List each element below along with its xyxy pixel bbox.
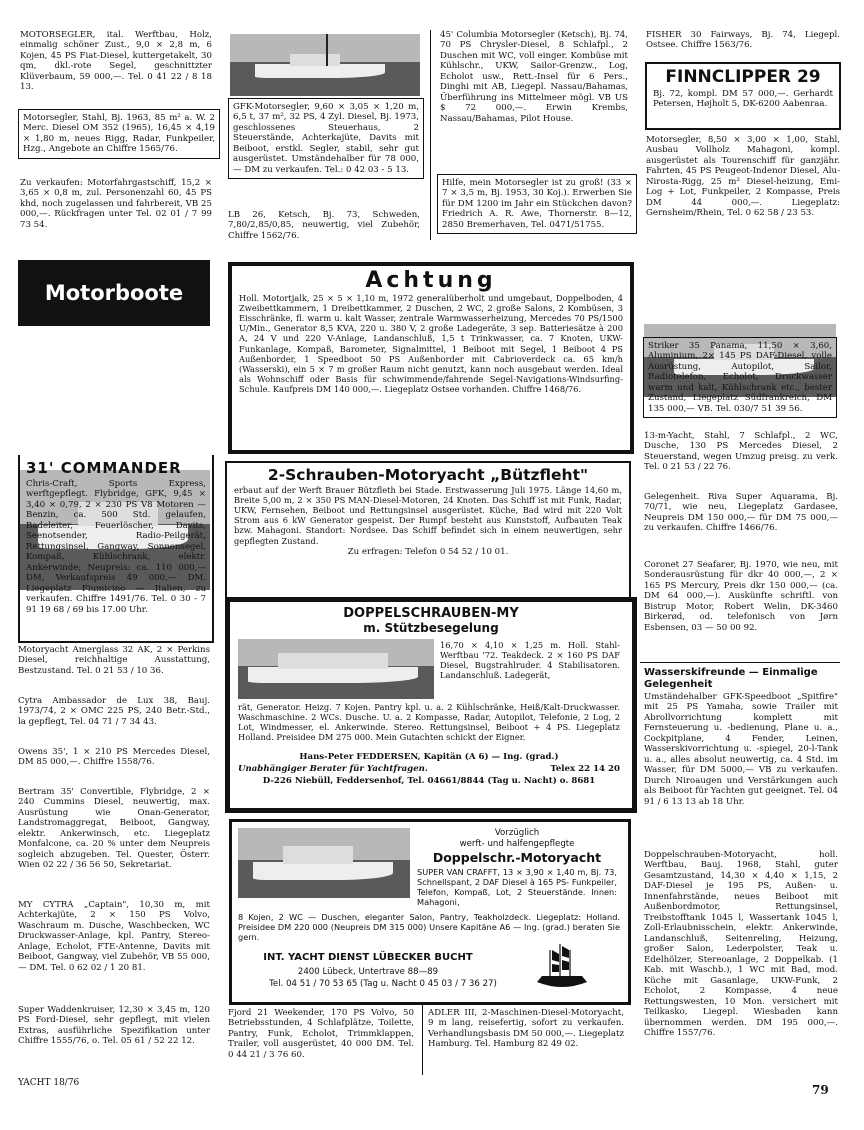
super-firm: INT. YACHT DIENST LÜBECKER BUCHT: [263, 952, 473, 963]
buetzfleht-text: erbaut auf der Werft Brauer Bützfleth bei Stade. Erstwasserung Juli 1975. Länge 14,60 m, Breite 5,00 m, 2 × 350 PS MAN-Diesel-Motoren, 24 Knoten. Das Schiff ist mit Funk, Radar, UKW, Fernsehen, Beiboot und Rettungsinsel ausgerüstet. Küche, Bad wird mit 220 Volt Strom aus 6 kW Generator gespeist. Der Rumpf besteht aus Kunststoff, Aufbauten Teak bzw. Mahagoni. Standort: Nordsee. Das Schiff befindet sich in einem neuwertigen, sehr gepflegten Zustand.: [234, 485, 622, 546]
ad-columbia: 45' Columbia Motorsegler (Ketsch), Bj. 74, 70 PS Chrysler-Diesel, 8 Schlafpl., 2 Duschen mit WC, voll einger. Kombüse mit Kühlschr., UKW, Sailor-Grenzw., Log, Echolot usw., Rett.-Insel für 6 Pers., Dinghi mit AB, Liegepl. Nassau/Bahamas, Überführung ins Mittelmeer mögl. VB US $ 72 000,—. Erwin Krembs, Nassau/Bahamas, Pilot House.: [440, 30, 628, 124]
ad-super-waddenkruiser: Super Waddenkruiser, 12,30 × 3,45 m, 120 PS Ford-Diesel, sehr gepflegt, mit vielen Extras, ausführliche Spezifikation unter Chiffre 1555/76, o. Tel. 05 61 / 52 22 12.: [18, 1005, 210, 1047]
commander-box: [18, 455, 214, 643]
achtung-title: Achtung: [365, 268, 497, 293]
ad-fisher: FISHER 30 Fairways, Bj. 74, Liegepl. Ostsee. Chiffre 1563/76.: [646, 30, 840, 51]
dsmy-role: Unabhängiger Berater für Yachtfragen.: [238, 764, 428, 774]
dsmy-title: DOPPELSCHRAUBEN-MY: [343, 606, 519, 621]
ad-my-cytra-captain: MY CYTRA „Captain", 10,30 m, mit Achterkajüte, 2 × 150 PS Volvo, Waschraum m. Dusche, Waschbecken, WC Druckwasser-Anlage, kpl. Pantry, Stereo-Anlage, Echolot, FTE-Antenne, Davits mit Beiboot, Gangway, viel Zubehör, VB 55 000,— DM. Tel. 0 62 02 / 1 20 81.: [18, 900, 210, 973]
ad-amerglass: Motoryacht Amerglass 32 AK, 2 × Perkins Diesel, reichhaltige Ausstattung, Bestzustand. Tel. 0 21 53 / 10 36.: [18, 645, 210, 676]
ad-lb26: LB 26, Ketsch, Bj. 73, Schweden, 7,80/2,85/0,85, neuwertig, viel Zubehör, Chiffre 1562/76.: [228, 210, 420, 241]
finnclipper-text: Bj. 72, kompl. DM 57 000,—. Gerhardt Petersen, Højholt 5, DK-6200 Aabenraa.: [653, 89, 833, 110]
super-tel: Tel. 04 51 / 70 53 65 (Tag u. Nacht 0 45 03 / 7 36 27): [269, 979, 497, 989]
commander-text: Chris-Craft, Sports Express, werftgepflegt. Flybridge, GFK, 9,45 × 3,40 × 0,79, 2 × 230 PS V8 Motoren — Benzin, ca. 500 Std. gelaufen, Badeleiter, Feuerlöscher, Davits, Seenotsender, Radio-Peilgerät, Rettungsinsel, Gangway, Sonnensegel, Kompaß, Kühlschrank, elektr. Ankerwinde; Neupreis: ca. 110 000,— DM, Verkaufspreis 49 000,— DM. Liegeplatz Fiumicino — Italien, zu verkaufen. Chiffre 1491/76. Tel. 0 30 - 7 91 19 68 / 69 bis 17.00 Uhr.: [26, 479, 206, 615]
ad-wasserski: Umständehalber GFK-Speedboot „Spitfire" mit 25 PS Yamaha, sowie Trailer mit Abrollvorrichtung komplett mit Fernsteuerung u. -bedienung, Plane u. a., Cockpitplane, 4 Fender, Leinen, Wasserskivorrichtung u. -spiegel, 20-l-Tank u. a., alles absolut neuwertig, ca. 4 Std. im Wasser, für DM 5000,— VB zu verkaufen. Durch Niroaugen und Verstärkungen auch als Beiboot für Yachten gut geeignet. Tel. 04 91 / 6 13 13 ab 18 Uhr.: [644, 692, 839, 807]
super-address: 2400 Lübeck, Untertrave 88—89: [297, 967, 439, 977]
finnclipper-box: [645, 62, 841, 130]
super-text: 8 Kojen, 2 WC — Duschen, eleganter Salon, Pantry, Teakholzdeck. Liegeplatz: Holland. Preisidee DM 220 000 (Neupreis DM 315 000) Unsere Kapitäne A6 — Ing. (grad.) beraten Sie gern.: [238, 912, 620, 942]
divider: [640, 662, 840, 663]
ad-motorsegler-ital: MOTORSEGLER, ital. Werftbau, Holz, einmalig schöner Zust., 9,0 × 2,8 m, 6 Kojen, 45 PS Fiat-Diesel, kuttergetakelt, 30 qm, dkl.-rote Segel, geschnittzter Klüverbaum, 59 000,—. Tel. 0 41 22 / 8 18 13.: [20, 30, 212, 93]
dsmy-name: Hans-Peter FEDDERSEN, Kapitän (A 6) — Ing. (grad.): [299, 752, 559, 762]
column-rule: [430, 30, 431, 240]
ad-owens: Owens 35', 1 × 210 PS Mercedes Diesel, DM 85 000,—. Chiffre 1558/76.: [18, 747, 210, 768]
dsmy-address: D-226 Niebüll, Feddersenhof, Tel. 04661/8844 (Tag u. Nacht) o. 8681: [262, 776, 596, 786]
super-title: Doppelschr.-Motoryacht: [432, 850, 602, 865]
dsmy-photo: [238, 639, 434, 699]
footer-issue: YACHT 18/76: [18, 1078, 80, 1088]
ad-gfk-motorsegler: GFK-Motorsegler, 9,60 × 3,05 × 1,20 m, 6,5 t, 37 m², 32 PS, 4 Zyl. Diesel, Bj. 1973, geschlossenes Steuerhaus, 2 Steuerstände, Achterkajüte, Davits mit Beiboot, erstkl. Segler, stabil, sehr gut ausgerüstet. Umständehalber für 78 000,— DM zu verkaufen. Tel.: 0 42 03 - 5 13.: [228, 98, 424, 179]
ad-gelegenheit: Gelegenheit. Riva Super Aquarama, Bj. 70/71, wie neu, Liegeplatz Gardasee, Neupreis DM 150 000,— für DM 75 000,— zu verkaufen. Chiffre 1466/76.: [644, 492, 838, 534]
finnclipper-title: FINNCLIPPER 29: [665, 67, 821, 87]
super-side-text: SUPER VAN CRAFFT, 13 × 3,90 × 1,40 m, Bj. 73, Schnellspant, 2 DAF Diesel à 165 PS- Funkpeiler, Telefon, Kompaß, Lot, 2 Steuerstände. Innen: Mahagoni,: [417, 867, 617, 907]
section-banner-motorboote: Motorboote: [18, 260, 210, 326]
gfk-motorsegler-photo: [230, 34, 420, 96]
buetzfleht-box: [225, 461, 631, 599]
doppelschrauben-my-box: [225, 597, 637, 813]
dsmy-side-text: 16,70 × 4,10 × 1,25 m. Holl. Stahl-Werftbau '72. Teakdeck. 2 × 160 PS DAF Diesel, Bugstrahlruder. 4 Stabilisatoren. Landanschluß. Ladegerät,: [440, 640, 620, 681]
achtung-text: Holl. Motortjalk, 25 × 5 × 1,10 m, 1972 generalüberholt und umgebaut, Doppelboden, 4 Zweibettkammern, 1 Dreibettkammer, 2 Duschen, 2 WC, 2 große Salons, 2 Kombüsen, 3 Eisschränke, fl. warm u. kalt Wasser, zentrale Warmwasserheizung, Mercedes 70 PS/1500 U/Min., Generator 8,5 KVA, 220 u. 380 V, 2 große Ladegeräte, 3 sep. Batteriesätze à 200 A, 24 V und 220 V-Anlage, Landanschluß, 1,5 t Trinkwasser, ca. 7 Knoten, UKW-Funkanlage, Kompaß, Barometer, Signalmittel, 1 Beiboot mit Segel, 1 Beiboot 4 PS Außenborder, 1 Speedboot 50 PS Außenborder mit Cabrioverdeck ca. 65 km/h (Wasserski), ein 5 × 7 m großer Raum nicht genutzt, kann noch ausgebaut werden. Ideal als Wohnschiff oder Basis für schwimmende/fahrende Segel-Navigations-Windsurfing-Schule. Kaufpreis DM 140 000,—. Liegeplatz Ostsee vorhanden. Chiffre 1468/76.: [239, 293, 623, 394]
ad-bertram: Bertram 35' Convertible, Flybridge, 2 × 240 Cummins Diesel, neuwertig, max. Ausrüstung wie Onan-Generator, Landstromaggregat, Beiboot, Gangway, elektr. Ankerwinsch, etc. Liegeplatz Monfalcone, ca. 20 % unter dem Neupreis sogleich abzugeben. Tel. Quester, Österr. Wien 02 22 / 36 56 50, Sekretariat.: [18, 787, 210, 871]
dsmy-telex: Telex 22 14 20: [550, 764, 620, 774]
ad-motorsegler-stahl: Motorsegler, Stahl, Bj. 1963, 85 m² a. W. 2 Merc. Diesel OM 352 (1965), 16,45 × 4,19 × 1,80 m, neues Rigg, Radar, Funkpeiler, Hzg., Angebote an Chiffre 1565/76.: [18, 109, 220, 159]
super-pre2: werft- und halfengepflegte: [459, 839, 575, 849]
commander-title: 31' COMMANDER: [26, 459, 182, 477]
ad-doppelschrauben-motoryacht: Doppelschrauben-Motoryacht, holl. Werftbau, Bauj. 1968, Stahl, guter Gesamtzustand, 14,30 × 4,40 × 1,15, 2 DAF-Diesel je 195 PS, Außen- u. Innenfahrstände, neues Beiboot mit Außenbordmotor, Rettungsinsel, Treibstofftank 1045 l, Wassertank 1045 l, Zoll-Erlaubnisschein, elektr. Ankerwinde, Landanschluß, Seitenreling, Heizung, großer Salon, Lederpolster, Teak u. Edelhölzer, Stereoanlage, 2 Doppelkab. (1 Kab. mit Waschb.), 1 WC mit Bad, mod. Küche mit Gasanlage, UKW-Funk, 2 Echolot, 2 Kompasse, 4 neue Rettungswesten, 10 Mon. versichert mit Teilkasko, Liegepl. Wiesbaden kann übernommen werden. DM 195 000,—. Chiffre 1557/76.: [644, 850, 838, 1039]
buetzfleht-contact: Zu erfragen: Telefon 0 54 52 / 10 01.: [347, 546, 509, 557]
ad-motorsegler-gernsheim: Motorsegler, 8,50 × 3,00 × 1,00, Stahl, Ausbau Vollholz Mahagoni, kompl. ausgerüstet als Tourenschiff für ganzjähr. Fahrten, 45 PS Peugeot-Indenor Diesel, Alu-Nirosta-Rigg, 25 m² Diesel-heizung, Emi-Log + Lot, Funkpeiler, 2 Kompasse, Preis DM 44 000,—. Liegeplatz: Gernsheim/Rhein, Tel. 0 62 58 / 23 53.: [646, 135, 840, 219]
wasserski-title: Wasserskifreunde — Einmalige Gelegenheit: [644, 667, 818, 691]
ad-adler-iii: ADLER III, 2-Maschinen-Diesel-Motoryacht, 9 m lang, reisefertig, sofort zu verkaufen. Verhandlungsbasis DM 50 000,—. Liegeplatz Hamburg. Tel. Hamburg 82 49 02.: [428, 1008, 624, 1050]
buetzfleht-title: 2-Schrauben-Motoryacht „Bützfleht": [267, 466, 589, 484]
ad-fahrgastschiff: Zu verkaufen: Motorfahrgastschiff, 15,2 × 3,65 × 0,8 m, zul. Personenzahl 60, 45 PS khd, noch zugelassen und fahrbereit, VB 25 000,—. Rückfragen unter Tel. 02 01 / 7 99 73 54.: [20, 178, 212, 230]
ad-striker: Striker 35 Panama, 11,50 × 3,60, Aluminium, 2× 145 PS DAF-Diesel, volle Ausrüstung, Autopilot, Sailor, Radiotelefon, Echolot, Druckwasser warm und kalt, Kühlschrank etc., bester Zustand, Liegeplatz Südfrankreich, DM 135 000,— VB. Tel. 030/7 51 39 56.: [643, 337, 837, 418]
dsmy-subtitle: m. Stützbesegelung: [363, 621, 499, 635]
page-number: 79: [812, 1083, 829, 1097]
dsmy-text: rät, Generator. Heizg. 7 Kojen. Pantry kpl. u. a. 2 Kühlschränke, Heiß/Kalt-Druckwasser. Waschmaschine. 2 WCs. Dusche. U. a. 2 Kompasse, Radar, Autopilot, Telefonie, 2 Log, 2 Lot, Windmesser, el. Ankerwinde. Stereo. Rettungsinsel, Beiboot + 4 PS. Liegeplatz Holland. Preisidee DM 275 000. Mein Gutachten schickt der Eigner.: [238, 702, 620, 743]
sailing-ship-logo-icon: [532, 940, 592, 992]
ad-hilfe: Hilfe, mein Motorsegler ist zu groß! (33 × 7 × 3,5 m, Bj. 1953, 30 Koj.). Erwerben Sie für DM 1200 im Jahr ein Stückchen davon? Friedrich A. R. Awe, Thornerstr. 8—12, 2850 Bremerhaven, Tel. 0471/51755.: [437, 174, 637, 234]
ad-fjord-21: Fjord 21 Weekender, 170 PS Volvo, 50 Betriebsstunden, 4 Schlafplätze, Toilette, Pantry, Funk, Echolot, Trimmklappen, Trailer, voll ausgerüstet, 40 000 DM. Tel. 0 44 21 / 3 76 60.: [228, 1008, 414, 1060]
ad-coronet: Coronet 27 Seafarer, Bj. 1970, wie neu, mit Sonderausrüstung für dkr 40 000,—, 2 × 165 PS Mercury, Preis dkr 150 000,— (ca. DM 64 000,—). Auskünfte schriftl. von Bistrup Motor, Robert Welin, DK-3460 Birkerød, od. telefonisch von Jørn Esbensen, 03 — 50 00 92.: [644, 560, 838, 633]
column-rule: [422, 1005, 423, 1075]
ad-cytra-ambassador: Cytra Ambassador de Lux 38, Bauj. 1973/74, 2 × OMC 225 PS, 240 Betr.-Std., la gepflegt, Tel. 04 71 / 7 34 43.: [18, 696, 210, 727]
super-van-crafft-box: [229, 819, 631, 1005]
super-van-crafft-photo: [238, 828, 410, 898]
super-pre1: Vorzüglich: [494, 828, 540, 838]
ad-13m-yacht: 13-m-Yacht, Stahl, 7 Schlafpl., 2 WC, Dusche, 130 PS Mercedes Diesel, 2 Steuerstand, wegen Umzug preisg. zu verk. Tel. 0 21 53 / 22 76.: [644, 431, 838, 473]
achtung-box: [228, 262, 634, 454]
